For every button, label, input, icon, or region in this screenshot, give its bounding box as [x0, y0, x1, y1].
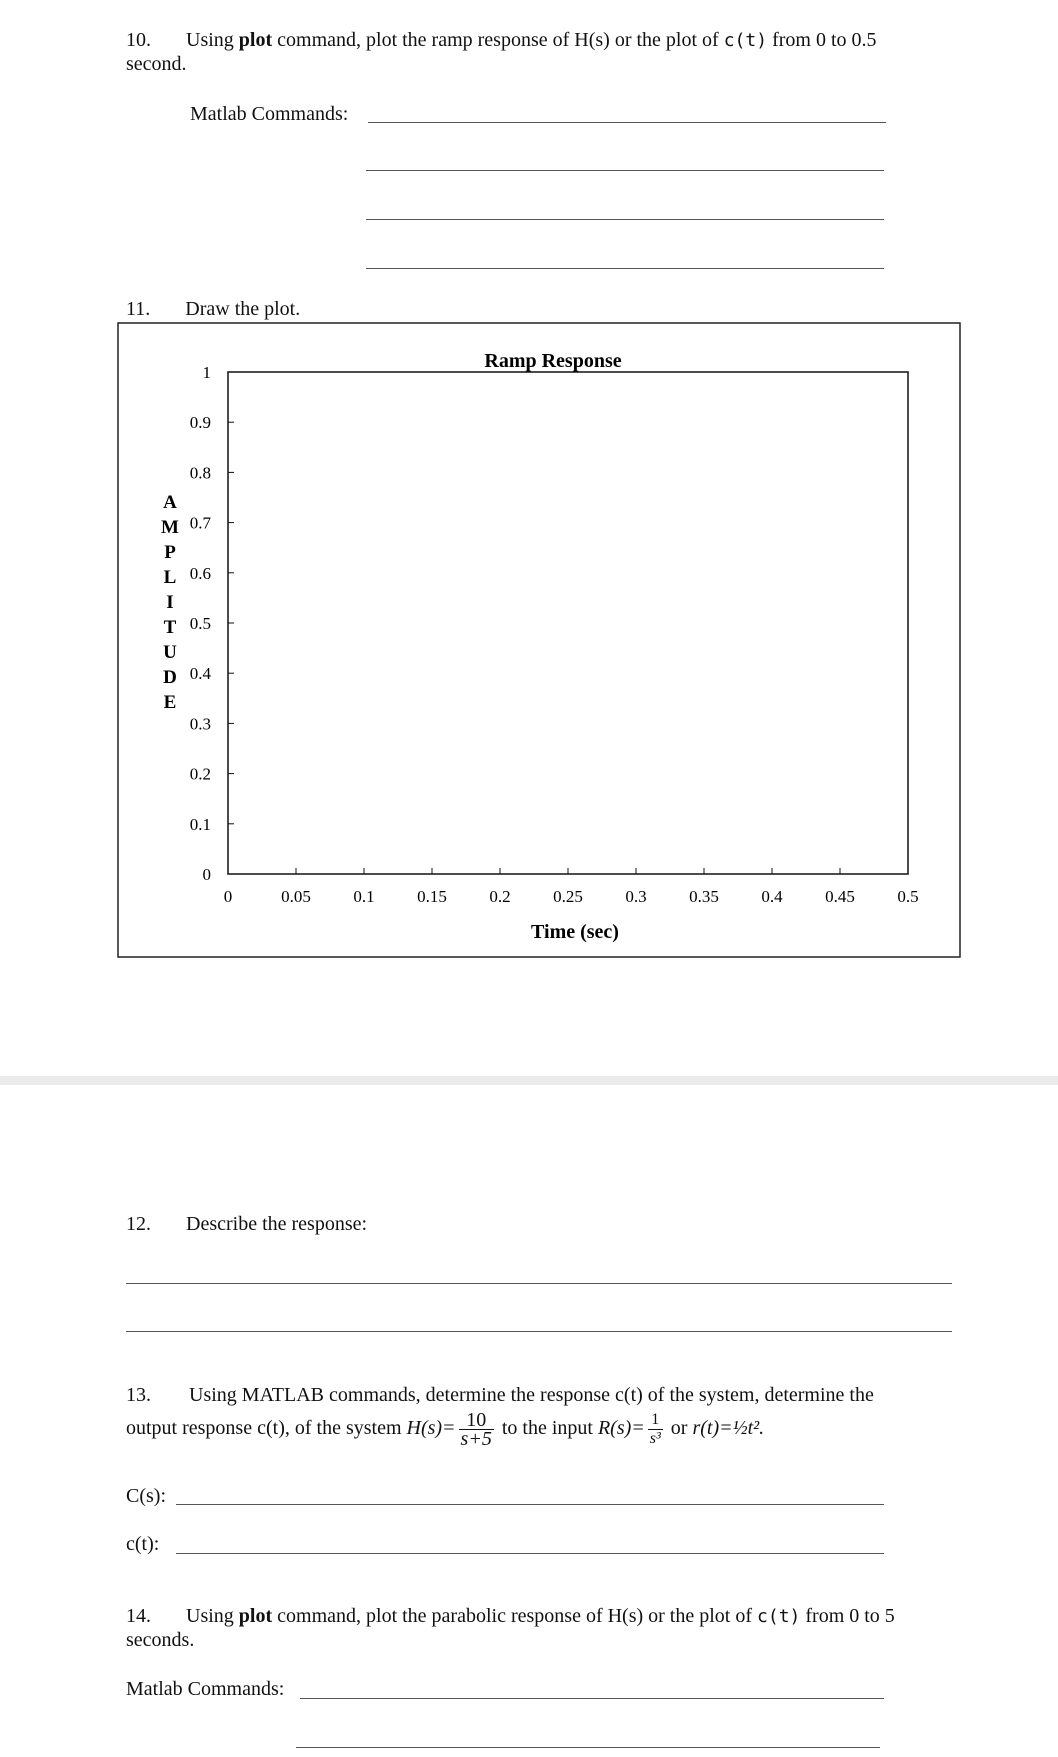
q11-text: Draw the plot. [185, 298, 301, 320]
y-tick-label: 0.1 [189, 814, 211, 834]
q14-code-ct: c(t) [757, 1606, 801, 1627]
q14-line2: seconds. [126, 1629, 195, 1651]
q13-r-den: s³ [649, 1429, 661, 1447]
y-tick-label: 1 [202, 363, 211, 382]
q13-text-a: Using MATLAB commands, determine the response c(t) of the system, determine the [189, 1384, 874, 1406]
x-tick-label: 0.35 [689, 887, 719, 906]
q14-bold-plot: plot [238, 1605, 273, 1627]
q13-h-fraction [459, 1408, 494, 1450]
y-axis-label-letter: U [163, 642, 177, 663]
q14-text-a: Using [186, 1605, 239, 1627]
q13-cs-label: C(s): [126, 1485, 166, 1507]
q12-answer-line-2[interactable] [126, 1331, 952, 1332]
y-tick-label: 0.6 [189, 563, 211, 583]
x-tick-label: 0.05 [281, 887, 311, 906]
x-tick-label: 0 [223, 887, 233, 906]
q13-line2 [126, 1406, 764, 1450]
q12-number: 12. [126, 1213, 151, 1235]
q10-code-ct: c(t) [723, 30, 768, 51]
y-tick-label: 0.3 [189, 714, 211, 734]
q14-answer-line-2[interactable] [296, 1747, 880, 1748]
y-tick-label: 0.5 [189, 614, 211, 633]
q13-text-d: or [665, 1417, 693, 1439]
x-tick-label: 0.1 [353, 887, 375, 906]
q13-r-fraction [648, 1411, 663, 1448]
x-tick-label: 0.15 [417, 887, 447, 906]
q10-text-c: from 0 to 0.5 [767, 29, 877, 51]
x-tick-label: 0.45 [825, 887, 855, 906]
chart-outer-frame [118, 323, 960, 957]
chart-title: Ramp Response [484, 350, 622, 372]
q13-r-time: r(t)=½t². [692, 1417, 765, 1439]
q13-text-b: output response c(t), of the system [126, 1417, 407, 1439]
x-tick-label: 0.5 [897, 887, 919, 906]
q13-text-c: to the input [496, 1417, 598, 1439]
q13-ct-label: c(t): [126, 1533, 160, 1555]
x-tick-label: 0.2 [489, 887, 511, 906]
y-axis-label-letter: A [163, 492, 177, 513]
q13-cs-answer-line[interactable] [176, 1504, 884, 1505]
q13-ct-answer-line[interactable] [176, 1553, 884, 1554]
x-tick-label: 0.3 [625, 887, 647, 906]
q13-h-num: 10 [459, 1411, 494, 1430]
q10-text-b: command, plot the ramp response of H(s) or the plot of [272, 29, 724, 51]
q12-text: Describe the response: [186, 1213, 368, 1235]
q11-number: 11. [126, 298, 151, 320]
y-tick-label: 0.4 [189, 664, 211, 684]
q14-text-b: command, plot the parabolic response of H(s) or the plot of [272, 1605, 758, 1627]
q10-line2: second. [126, 53, 187, 75]
q14-line1 [126, 1604, 895, 1629]
q13-r-num: 1 [648, 1411, 663, 1430]
y-axis-label-letter: P [164, 542, 176, 563]
plot-area[interactable] [228, 372, 908, 874]
y-axis-label-letter: T [163, 617, 177, 638]
q14-answer-line-1[interactable] [300, 1698, 884, 1699]
page-separator [0, 1076, 1058, 1085]
q13-r-lhs: R(s)= [597, 1417, 645, 1439]
q14-number: 14. [126, 1605, 151, 1627]
q13-line1 [126, 1383, 874, 1407]
q10-matlab-label: Matlab Commands: [190, 103, 349, 125]
y-tick-label: 0 [202, 865, 211, 884]
q10-number: 10. [126, 29, 151, 51]
q14-text-c: from 0 to 5 [800, 1605, 895, 1627]
q10-text-a: Using [186, 29, 239, 51]
y-axis-label-letter: M [161, 517, 179, 538]
y-tick-label: 0.2 [189, 764, 211, 784]
q10-bold-plot: plot [238, 29, 273, 51]
q12-answer-line-1[interactable] [126, 1283, 952, 1284]
q12-line [126, 1212, 367, 1236]
x-tick-label: 0.25 [553, 887, 583, 906]
q13-h-den: s+5 [460, 1427, 492, 1450]
q13-h-lhs: H(s)= [406, 1417, 456, 1439]
y-tick-label: 0.9 [189, 413, 211, 433]
q13-number: 13. [126, 1384, 151, 1406]
y-axis-label-letter: D [163, 667, 177, 688]
y-axis-label-letter: E [163, 692, 177, 713]
y-tick-label: 0.7 [189, 513, 211, 533]
x-tick-label: 0.4 [761, 887, 783, 906]
y-axis-label [161, 492, 179, 713]
y-axis-label-letter: I [166, 592, 174, 613]
q14-matlab-label: Matlab Commands: [126, 1678, 285, 1700]
y-axis-label-letter: L [163, 567, 177, 588]
y-tick-label: 0.8 [189, 463, 211, 483]
x-axis-label: Time (sec) [531, 921, 619, 943]
